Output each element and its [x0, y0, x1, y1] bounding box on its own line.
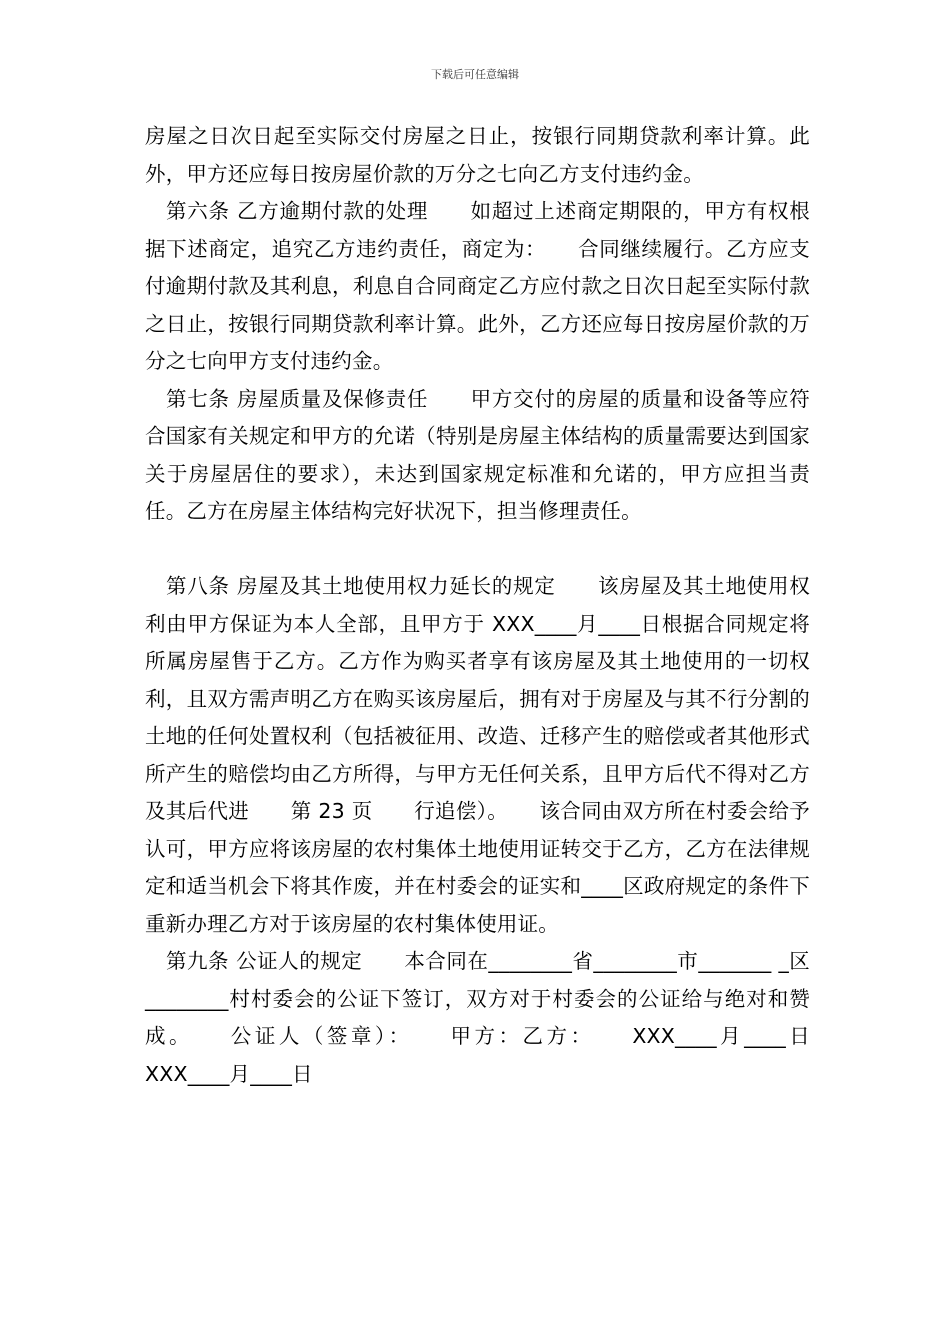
- document-body: [145, 118, 810, 1093]
- paragraph-article-8: 第八条 房屋及其土地使用权力延长的规定 该房屋及其土地使用权利由甲方保证为本人全部，且甲方于 XXX____月____日根据合同规定将所属房屋售于乙方。乙方作为购买者享有该房屋及其土地使用的一切权利，且双方需声明乙方在购买该房屋后，拥有对于房屋及与其不行分割的土地的任何处置权利（包括被征用、改造、迁移产生的赔偿或者其他形式所产生的赔偿均由乙方所得，与甲方无任何关系，且甲方后代不得对乙方及其后代进 第 23 页 行追偿）。 该合同由双方所在村委会给予认可，甲方应将该房屋的农村集体土地使用证转交于乙方，乙方在法律规定和适当机会下将其作废，并在村委会的证实和____区政府规定的条件下重新办理乙方对于该房屋的农村集体使用证。: [145, 574, 810, 936]
- paragraph-article-5-tail: 房屋之日次日起至实际交付房屋之日止，按银行同期贷款利率计算。此外，甲方还应每日按房屋价款的万分之七向乙方支付违约金。: [145, 124, 810, 186]
- paragraph-article-7: 第七条 房屋质量及保修责任 甲方交付的房屋的质量和设备等应符合国家有关规定和甲方的允诺（特别是房屋主体结构的质量需要达到国家关于房屋居住的要求），未达到国家规定标准和允诺的，甲方应担当责任。乙方在房屋主体结构完好状况下，担当修理责任。: [145, 386, 810, 523]
- page-header: 下载后可任意编辑: [431, 68, 519, 81]
- paragraph-article-6: 第六条 乙方逾期付款的处理 如超过上述商定期限的，甲方有权根据下述商定，追究乙方违约责任，商定为： 合同继续履行。乙方应支付逾期付款及其利息，利息自合同商定乙方应付款之日次日起至实际付款之日止，按银行同期贷款利率计算。此外，乙方还应每日按房屋价款的万分之七向甲方支付违约金。: [145, 199, 810, 373]
- paragraph-article-9: 第九条 公证人的规定 本合同在________省________市_______ _区________村村委会的公证下签订，双方对于村委会的公证给与绝对和赞成。 公证人（签章）： 甲方：乙方： XXX____月____日 XXX____月____日: [145, 949, 810, 1086]
